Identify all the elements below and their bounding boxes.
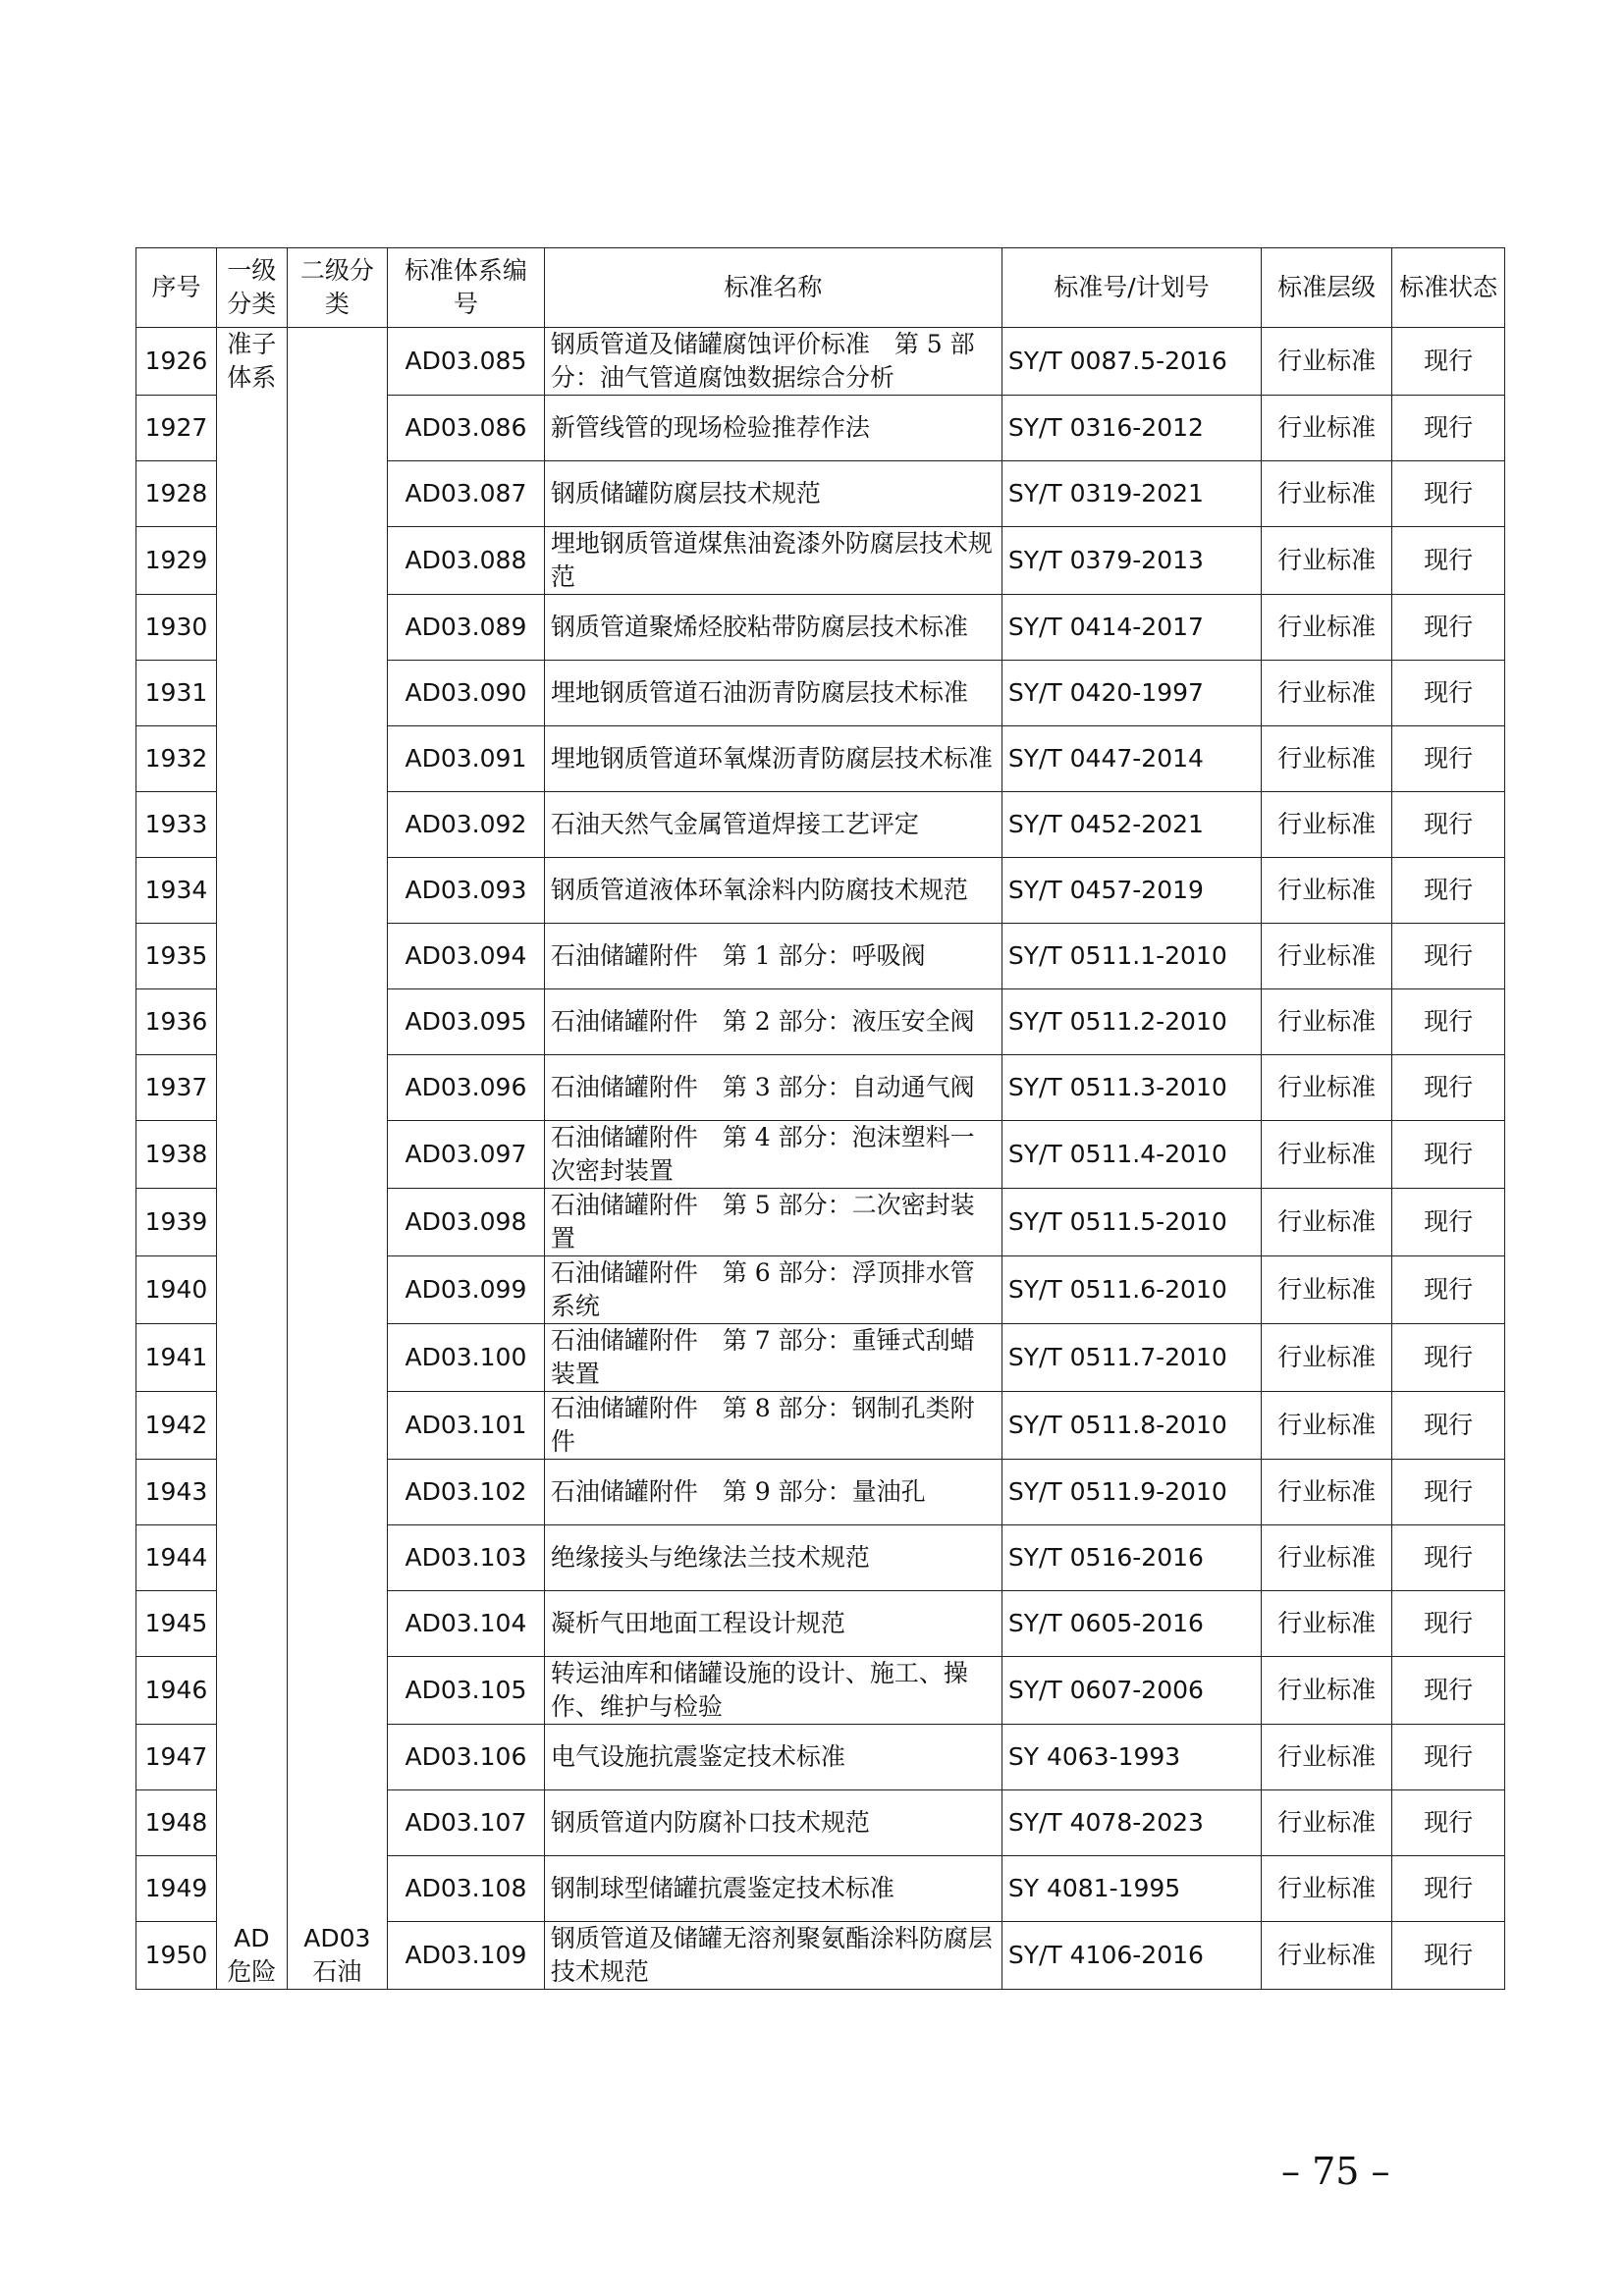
row-standard-level: 行业标准 <box>1262 1591 1392 1657</box>
page-number: – 75 – <box>1281 2150 1390 2193</box>
row-seq: 1930 <box>136 595 217 661</box>
row-standard-name: 石油储罐附件 第 5 部分：二次密封装置 <box>544 1189 1001 1256</box>
row-standard-level: 行业标准 <box>1262 595 1392 661</box>
row-standard-number: SY/T 0511.1-2010 <box>1001 924 1261 989</box>
row-standard-level: 行业标准 <box>1262 1392 1392 1460</box>
row-standard-name: 绝缘接头与绝缘法兰技术规范 <box>544 1525 1001 1591</box>
row-seq: 1945 <box>136 1591 217 1657</box>
row-standard-status: 现行 <box>1392 1256 1505 1324</box>
row-seq: 1928 <box>136 461 217 527</box>
row-standard-status: 现行 <box>1392 1392 1505 1460</box>
row-seq: 1933 <box>136 792 217 858</box>
row-standard-status: 现行 <box>1392 1189 1505 1256</box>
row-standard-name: 石油储罐附件 第 4 部分：泡沫塑料一次密封装置 <box>544 1121 1001 1189</box>
row-system-code: AD03.101 <box>388 1392 545 1460</box>
row-standard-name: 埋地钢质管道环氧煤沥青防腐层技术标准 <box>544 726 1001 792</box>
header-cat2: 二级分类 <box>287 248 387 328</box>
row-standard-name: 钢质管道液体环氧涂料内防腐技术规范 <box>544 858 1001 924</box>
row-system-code: AD03.100 <box>388 1324 545 1392</box>
row-seq: 1943 <box>136 1460 217 1525</box>
header-sys: 标准体系编号 <box>388 248 545 328</box>
header-num: 标准号/计划号 <box>1001 248 1261 328</box>
row-standard-number: SY/T 4106-2016 <box>1001 1922 1261 1990</box>
row-seq: 1942 <box>136 1392 217 1460</box>
row-standard-number: SY/T 0511.2-2010 <box>1001 989 1261 1055</box>
category-level2 <box>287 328 387 1922</box>
row-standard-status: 现行 <box>1392 661 1505 726</box>
row-standard-number: SY/T 0447-2014 <box>1001 726 1261 792</box>
row-standard-status: 现行 <box>1392 1922 1505 1990</box>
row-standard-level: 行业标准 <box>1262 661 1392 726</box>
row-standard-status: 现行 <box>1392 1856 1505 1922</box>
row-standard-name: 石油储罐附件 第 7 部分：重锤式刮蜡装置 <box>544 1324 1001 1392</box>
row-system-code: AD03.099 <box>388 1256 545 1324</box>
row-standard-level: 行业标准 <box>1262 1657 1392 1725</box>
row-standard-status: 现行 <box>1392 1121 1505 1189</box>
row-standard-name: 新管线管的现场检验推荐作法 <box>544 396 1001 461</box>
row-standard-number: SY/T 0511.7-2010 <box>1001 1324 1261 1392</box>
row-system-code: AD03.108 <box>388 1856 545 1922</box>
row-standard-status: 现行 <box>1392 396 1505 461</box>
row-standard-name: 石油天然气金属管道焊接工艺评定 <box>544 792 1001 858</box>
row-seq: 1932 <box>136 726 217 792</box>
row-system-code: AD03.093 <box>388 858 545 924</box>
table-row <box>136 328 1505 396</box>
row-standard-level: 行业标准 <box>1262 1189 1392 1256</box>
row-standard-name: 石油储罐附件 第 8 部分：钢制孔类附件 <box>544 1392 1001 1460</box>
header-status: 标准状态 <box>1392 248 1505 328</box>
row-standard-name: 凝析气田地面工程设计规范 <box>544 1591 1001 1657</box>
row-standard-status: 现行 <box>1392 989 1505 1055</box>
row-standard-number: SY/T 0511.3-2010 <box>1001 1055 1261 1121</box>
row-standard-number: SY/T 0511.4-2010 <box>1001 1121 1261 1189</box>
row-standard-status: 现行 <box>1392 792 1505 858</box>
row-seq: 1946 <box>136 1657 217 1725</box>
row-standard-level: 行业标准 <box>1262 1121 1392 1189</box>
row-standard-name: 石油储罐附件 第 3 部分：自动通气阀 <box>544 1055 1001 1121</box>
table-header-row <box>136 248 1505 328</box>
category-level1-next: AD危险 <box>216 1922 287 1990</box>
row-standard-number: SY 4081-1995 <box>1001 1856 1261 1922</box>
row-standard-name: 钢质管道内防腐补口技术规范 <box>544 1790 1001 1856</box>
header-name: 标准名称 <box>544 248 1001 328</box>
row-seq: 1939 <box>136 1189 217 1256</box>
row-system-code: AD03.104 <box>388 1591 545 1657</box>
row-standard-status: 现行 <box>1392 1525 1505 1591</box>
row-standard-status: 现行 <box>1392 1790 1505 1856</box>
row-standard-number: SY/T 0607-2006 <box>1001 1657 1261 1725</box>
row-standard-number: SY/T 0319-2021 <box>1001 461 1261 527</box>
category-level2-next: AD03石油 <box>287 1922 387 1990</box>
row-seq: 1931 <box>136 661 217 726</box>
row-standard-status: 现行 <box>1392 1591 1505 1657</box>
row-system-code: AD03.109 <box>388 1922 545 1990</box>
row-standard-number: SY/T 0511.5-2010 <box>1001 1189 1261 1256</box>
row-standard-number: SY 4063-1993 <box>1001 1725 1261 1790</box>
row-standard-status: 现行 <box>1392 1460 1505 1525</box>
row-standard-status: 现行 <box>1392 858 1505 924</box>
row-system-code: AD03.103 <box>388 1525 545 1591</box>
row-standard-number: SY/T 0511.6-2010 <box>1001 1256 1261 1324</box>
row-standard-status: 现行 <box>1392 328 1505 396</box>
row-standard-name: 转运油库和储罐设施的设计、施工、操作、维护与检验 <box>544 1657 1001 1725</box>
row-standard-status: 现行 <box>1392 726 1505 792</box>
header-cat1: 一级分类 <box>216 248 287 328</box>
table-row <box>136 1922 1505 1990</box>
row-standard-status: 现行 <box>1392 1055 1505 1121</box>
row-system-code: AD03.097 <box>388 1121 545 1189</box>
row-seq: 1941 <box>136 1324 217 1392</box>
row-standard-level: 行业标准 <box>1262 1856 1392 1922</box>
row-seq: 1937 <box>136 1055 217 1121</box>
row-seq: 1929 <box>136 527 217 595</box>
row-standard-name: 石油储罐附件 第 1 部分：呼吸阀 <box>544 924 1001 989</box>
row-seq: 1935 <box>136 924 217 989</box>
row-standard-level: 行业标准 <box>1262 328 1392 396</box>
row-seq: 1934 <box>136 858 217 924</box>
row-standard-level: 行业标准 <box>1262 1324 1392 1392</box>
row-system-code: AD03.105 <box>388 1657 545 1725</box>
row-standard-name: 埋地钢质管道煤焦油瓷漆外防腐层技术规范 <box>544 527 1001 595</box>
row-standard-level: 行业标准 <box>1262 1256 1392 1324</box>
row-standard-status: 现行 <box>1392 595 1505 661</box>
row-system-code: AD03.096 <box>388 1055 545 1121</box>
row-seq: 1948 <box>136 1790 217 1856</box>
row-system-code: AD03.091 <box>388 726 545 792</box>
row-seq: 1926 <box>136 328 217 396</box>
row-system-code: AD03.095 <box>388 989 545 1055</box>
row-seq: 1940 <box>136 1256 217 1324</box>
row-standard-level: 行业标准 <box>1262 461 1392 527</box>
row-standard-level: 行业标准 <box>1262 1055 1392 1121</box>
header-level: 标准层级 <box>1262 248 1392 328</box>
row-seq: 1944 <box>136 1525 217 1591</box>
category-level1: 准子体系 <box>216 328 287 1922</box>
row-standard-level: 行业标准 <box>1262 1525 1392 1591</box>
row-standard-status: 现行 <box>1392 1324 1505 1392</box>
row-standard-status: 现行 <box>1392 924 1505 989</box>
row-standard-name: 石油储罐附件 第 2 部分：液压安全阀 <box>544 989 1001 1055</box>
row-seq: 1950 <box>136 1922 217 1990</box>
row-standard-name: 埋地钢质管道石油沥青防腐层技术标准 <box>544 661 1001 726</box>
row-standard-level: 行业标准 <box>1262 726 1392 792</box>
row-standard-number: SY/T 0420-1997 <box>1001 661 1261 726</box>
row-seq: 1938 <box>136 1121 217 1189</box>
row-standard-number: SY/T 0379-2013 <box>1001 527 1261 595</box>
row-standard-number: SY/T 0452-2021 <box>1001 792 1261 858</box>
row-standard-number: SY/T 0457-2019 <box>1001 858 1261 924</box>
row-system-code: AD03.092 <box>388 792 545 858</box>
row-standard-level: 行业标准 <box>1262 527 1392 595</box>
row-standard-status: 现行 <box>1392 1657 1505 1725</box>
row-seq: 1949 <box>136 1856 217 1922</box>
row-standard-level: 行业标准 <box>1262 792 1392 858</box>
row-standard-level: 行业标准 <box>1262 1922 1392 1990</box>
row-standard-number: SY/T 0414-2017 <box>1001 595 1261 661</box>
row-seq: 1947 <box>136 1725 217 1790</box>
row-standard-name: 电气设施抗震鉴定技术标准 <box>544 1725 1001 1790</box>
row-standard-name: 钢质管道及储罐无溶剂聚氨酯涂料防腐层技术规范 <box>544 1922 1001 1990</box>
row-standard-level: 行业标准 <box>1262 989 1392 1055</box>
row-standard-name: 钢质管道及储罐腐蚀评价标准 第 5 部分：油气管道腐蚀数据综合分析 <box>544 328 1001 396</box>
row-standard-level: 行业标准 <box>1262 858 1392 924</box>
row-standard-number: SY/T 0605-2016 <box>1001 1591 1261 1657</box>
row-standard-number: SY/T 0316-2012 <box>1001 396 1261 461</box>
row-system-code: AD03.090 <box>388 661 545 726</box>
row-standard-number: SY/T 0511.8-2010 <box>1001 1392 1261 1460</box>
row-system-code: AD03.087 <box>388 461 545 527</box>
row-standard-number: SY/T 0516-2016 <box>1001 1525 1261 1591</box>
row-standard-name: 钢制球型储罐抗震鉴定技术标准 <box>544 1856 1001 1922</box>
row-system-code: AD03.098 <box>388 1189 545 1256</box>
header-seq: 序号 <box>136 248 217 328</box>
row-standard-status: 现行 <box>1392 1725 1505 1790</box>
row-system-code: AD03.102 <box>388 1460 545 1525</box>
row-system-code: AD03.086 <box>388 396 545 461</box>
row-seq: 1927 <box>136 396 217 461</box>
row-standard-name: 石油储罐附件 第 6 部分：浮顶排水管系统 <box>544 1256 1001 1324</box>
row-standard-name: 石油储罐附件 第 9 部分：量油孔 <box>544 1460 1001 1525</box>
row-system-code: AD03.085 <box>388 328 545 396</box>
row-standard-number: SY/T 0087.5-2016 <box>1001 328 1261 396</box>
row-standard-name: 钢质储罐防腐层技术规范 <box>544 461 1001 527</box>
row-standard-level: 行业标准 <box>1262 1790 1392 1856</box>
row-standard-level: 行业标准 <box>1262 1725 1392 1790</box>
row-system-code: AD03.106 <box>388 1725 545 1790</box>
row-system-code: AD03.089 <box>388 595 545 661</box>
row-system-code: AD03.088 <box>388 527 545 595</box>
row-standard-status: 现行 <box>1392 461 1505 527</box>
row-standard-level: 行业标准 <box>1262 396 1392 461</box>
row-system-code: AD03.107 <box>388 1790 545 1856</box>
row-system-code: AD03.094 <box>388 924 545 989</box>
row-standard-number: SY/T 0511.9-2010 <box>1001 1460 1261 1525</box>
row-seq: 1936 <box>136 989 217 1055</box>
row-standard-name: 钢质管道聚烯烃胶粘带防腐层技术标准 <box>544 595 1001 661</box>
row-standard-number: SY/T 4078-2023 <box>1001 1790 1261 1856</box>
row-standard-level: 行业标准 <box>1262 924 1392 989</box>
row-standard-level: 行业标准 <box>1262 1460 1392 1525</box>
standards-table <box>135 247 1505 1990</box>
row-standard-status: 现行 <box>1392 527 1505 595</box>
